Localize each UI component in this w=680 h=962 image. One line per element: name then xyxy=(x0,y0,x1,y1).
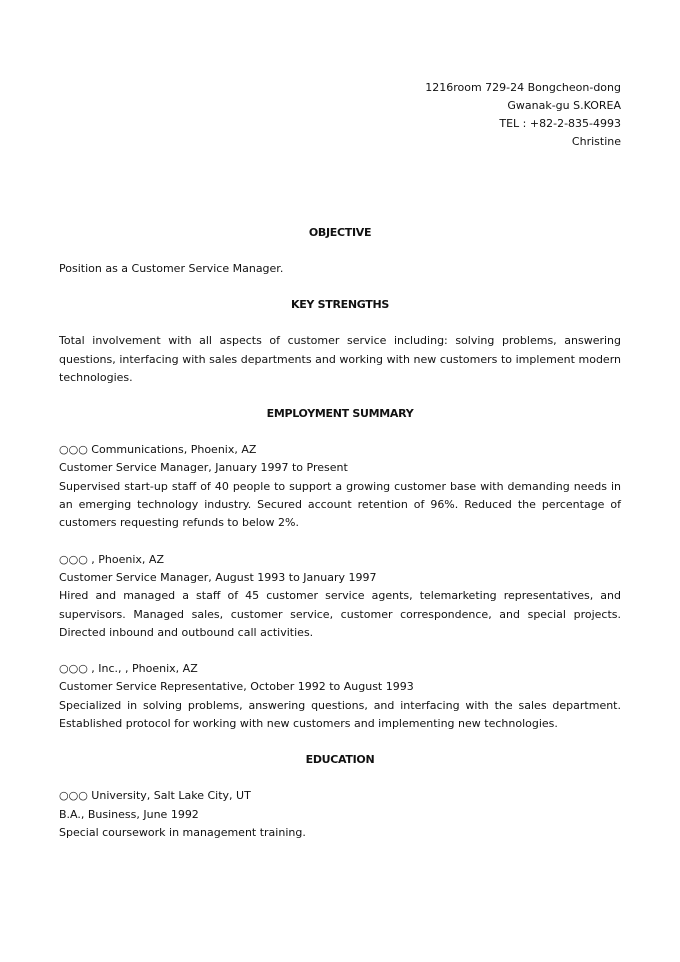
job-description: Hired and managed a staff of 45 customer service agents, telemarketing representatives, and supervisors. Managed sales, customer service, customer correspondence, and special projects. Directed inbound and outbound call activities. xyxy=(59,589,621,639)
resume-body xyxy=(59,224,621,842)
job-title: Customer Service Manager, August 1993 to January 1997 xyxy=(59,570,377,584)
objective-heading: OBJECTIVE xyxy=(308,226,372,239)
job-entry xyxy=(59,551,621,642)
objective-text: Position as a Customer Service Manager. xyxy=(59,262,284,275)
job-company: ○○○ Communications, Phoenix, AZ xyxy=(59,443,257,457)
strengths-text: Total involvement with all aspects of customer service including: solving problems, answering questions, interfacing with sales departments and working with new customers to implement modern technologies. xyxy=(59,334,621,384)
job-entry xyxy=(59,660,621,733)
employment-heading: EMPLOYMENT SUMMARY xyxy=(266,407,414,421)
education-entry xyxy=(59,787,621,842)
address-line-1: 1216room 729-24 Bongcheon-dong xyxy=(425,81,621,94)
job-company: ○○○ , Inc., , Phoenix, AZ xyxy=(59,662,198,676)
job-title: Customer Service Representative, October 1992 to August 1993 xyxy=(59,680,414,694)
education-degree: B.A., Business, June 1992 xyxy=(59,807,199,821)
job-title: Customer Service Manager, January 1997 to Present xyxy=(59,461,348,475)
contact-address xyxy=(425,79,621,151)
job-company: ○○○ , Phoenix, AZ xyxy=(59,552,164,566)
strengths-heading: KEY STRENGTHS xyxy=(290,298,390,312)
applicant-name: Christine xyxy=(571,135,621,148)
education-school: ○○○ University, Salt Lake City, UT xyxy=(59,789,251,803)
education-note: Special coursework in management training. xyxy=(59,825,306,839)
job-entry xyxy=(59,441,621,532)
job-description: Specialized in solving problems, answering questions, and interfacing with the sales department. Established protocol for working with new customers and implementing new technologies. xyxy=(59,698,621,731)
phone-number: TEL : +82-2-835-4993 xyxy=(499,117,621,130)
education-heading: EDUCATION xyxy=(305,753,375,767)
job-description: Supervised start-up staff of 40 people to support a growing customer base with demanding needs in an emerging technology industry. Secured account retention of 96%. Reduced the percentage of customers requesting refunds to below 2%. xyxy=(59,479,621,530)
address-line-2: Gwanak-gu S.KOREA xyxy=(507,99,621,112)
